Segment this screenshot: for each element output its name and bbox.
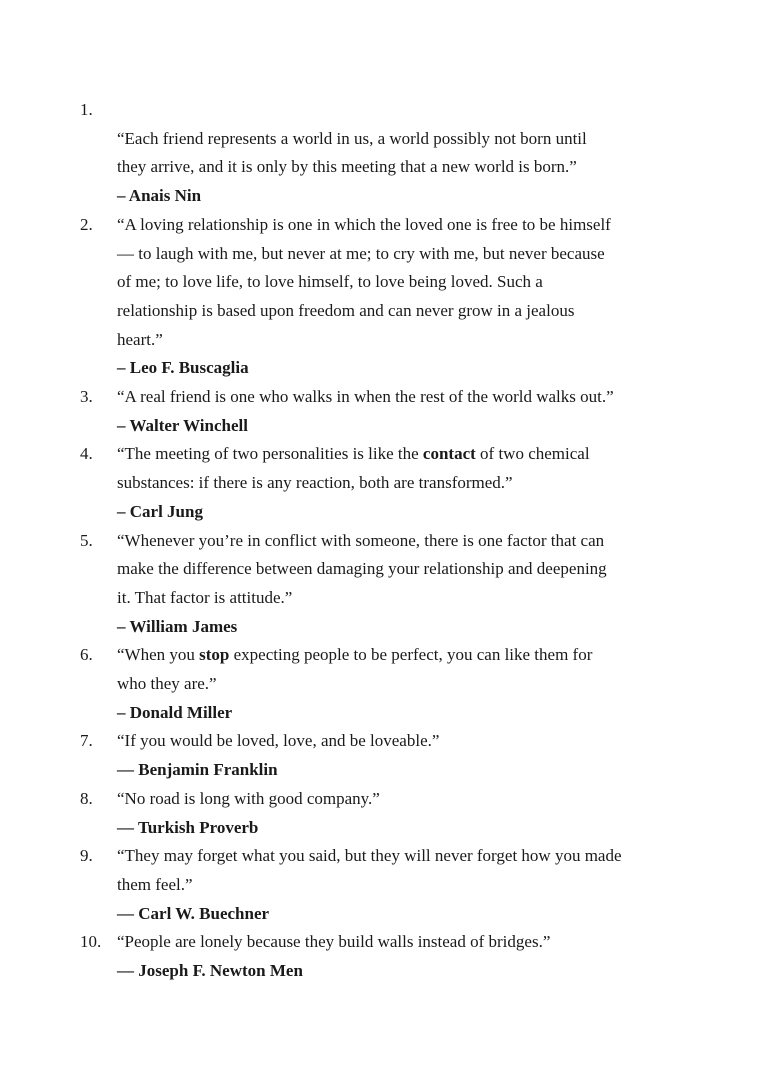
quote-author: — Benjamin Franklin bbox=[117, 760, 278, 780]
list-number: 3. bbox=[80, 387, 93, 407]
quote-line: — to laugh with me, but never at me; to cry with me, but never because bbox=[117, 243, 605, 263]
quote-line: “A loving relationship is one in which the loved one is free to be himself bbox=[117, 214, 611, 234]
quote-item-2 bbox=[80, 211, 700, 383]
emphasized-word: contact bbox=[422, 444, 476, 464]
quote-item-7 bbox=[80, 727, 700, 784]
list-number: 10. bbox=[80, 932, 102, 952]
quote-author: – William James bbox=[117, 616, 238, 636]
quote-line: “People are lonely because they build walls instead of bridges.” bbox=[117, 932, 551, 952]
quote-text-segment: “When you bbox=[117, 645, 200, 665]
list-number: 1. bbox=[80, 100, 93, 119]
quote-list bbox=[80, 96, 700, 986]
list-number: 6. bbox=[80, 645, 93, 665]
quote-item-1 bbox=[80, 96, 700, 211]
quote-author: — Turkish Proverb bbox=[117, 817, 259, 837]
quote-line bbox=[117, 96, 700, 125]
list-number: 5. bbox=[80, 530, 93, 550]
quote-item-5 bbox=[80, 527, 700, 642]
quote-author: – Walter Winchell bbox=[117, 415, 248, 435]
list-number: 2. bbox=[80, 214, 93, 234]
quote-line: heart.” bbox=[117, 329, 163, 349]
quote-item-8 bbox=[80, 785, 700, 842]
quote-item-6 bbox=[80, 641, 700, 727]
quote-line-with-emphasis bbox=[117, 440, 700, 469]
quote-item-3 bbox=[80, 383, 700, 440]
list-number: 9. bbox=[80, 846, 93, 866]
quote-item-4 bbox=[80, 440, 700, 526]
quote-text-segment: of two chemical bbox=[475, 444, 590, 464]
quote-line: they arrive, and it is only by this meeting that a new world is born.” bbox=[117, 157, 577, 177]
quote-line: of me; to love life, to love himself, to love being loved. Such a bbox=[117, 272, 543, 292]
quote-line: them feel.” bbox=[117, 874, 193, 894]
list-number: 7. bbox=[80, 731, 93, 751]
emphasized-word: stop bbox=[199, 645, 230, 665]
quote-item-10 bbox=[80, 928, 700, 985]
quote-author: – Anais Nin bbox=[117, 186, 202, 206]
quote-line: substances: if there is any reaction, both are transformed.” bbox=[117, 473, 513, 493]
quote-line: “If you would be loved, love, and be loveable.” bbox=[117, 731, 440, 751]
quote-text-segment: “The meeting of two personalities is like the bbox=[117, 444, 423, 464]
quote-line: “No road is long with good company.” bbox=[117, 788, 380, 808]
quote-line: it. That factor is attitude.” bbox=[117, 587, 293, 607]
quote-line: “A real friend is one who walks in when the rest of the world walks out.” bbox=[117, 387, 614, 407]
quote-line: “They may forget what you said, but they will never forget how you made bbox=[117, 846, 622, 866]
quote-item-9 bbox=[80, 842, 700, 928]
quote-line: make the difference between damaging your relationship and deepening bbox=[117, 559, 607, 579]
quote-line: “Whenever you’re in conflict with someone, there is one factor that can bbox=[117, 530, 605, 550]
quote-text-segment: expecting people to be perfect, you can like them for bbox=[229, 645, 593, 665]
quote-line: “Each friend represents a world in us, a world possibly not born until bbox=[117, 128, 587, 148]
quote-line: relationship is based upon freedom and can never grow in a jealous bbox=[117, 300, 575, 320]
list-number: 8. bbox=[80, 788, 93, 808]
quote-author: — Carl W. Buechner bbox=[117, 903, 270, 923]
quote-author: – Leo F. Buscaglia bbox=[117, 358, 249, 378]
quote-author: – Donald Miller bbox=[117, 702, 233, 722]
quote-author: — Joseph F. Newton Men bbox=[117, 961, 303, 981]
quote-author: – Carl Jung bbox=[117, 501, 203, 521]
list-number: 4. bbox=[80, 444, 93, 464]
quote-line-with-emphasis bbox=[117, 641, 700, 670]
quote-line: who they are.” bbox=[117, 674, 217, 694]
